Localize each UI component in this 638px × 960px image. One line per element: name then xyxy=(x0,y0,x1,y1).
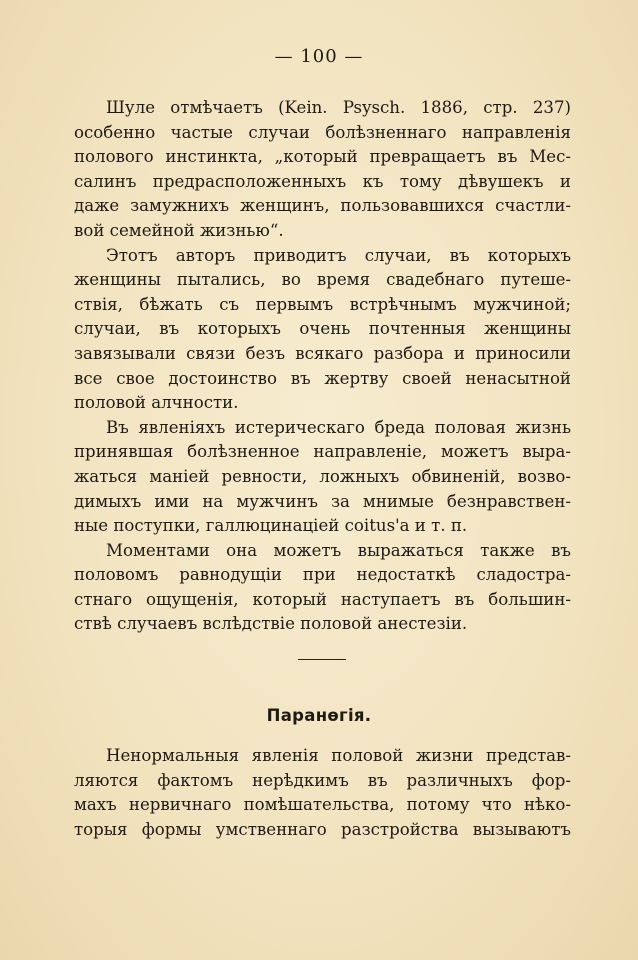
text-line: Этотъ авторъ приводитъ случаи, въ которыхъ xyxy=(106,245,571,265)
section-text xyxy=(74,744,571,842)
text-line: половомъ равнодущіи при недостаткѣ сладостра- xyxy=(74,565,571,585)
section-heading: Паранѳгія. xyxy=(266,706,372,725)
text-line: ляются фактомъ нерѣдкимъ въ различныхъ фор- xyxy=(74,770,571,790)
section-divider xyxy=(298,659,346,660)
text-line: принявшая болѣзненное направленіе, можетъ выра- xyxy=(74,442,571,462)
text-line: ствія, бѣжать съ первымъ встрѣчнымъ мужчиной; xyxy=(74,294,571,314)
text-line: женщины пытались, во время свадебнаго путеше- xyxy=(74,270,571,290)
text-line: вой семейной жизнью“. xyxy=(74,220,284,240)
text-line: стнаго ощущенія, который наступаетъ въ большин- xyxy=(74,589,571,609)
main-text xyxy=(74,96,571,637)
text-line: даже замужнихъ женщинъ, пользовавшихся счастли- xyxy=(74,196,571,216)
text-line: Въ явленіяхъ истерическаго бреда половая жизнь xyxy=(106,417,571,437)
text-line: салинъ предрасположенныхъ къ тому дѣвушекъ и xyxy=(74,171,571,191)
text-line: случаи, въ которыхъ очень почтенныя женщины xyxy=(74,319,571,339)
text-line: жаться маніей ревности, ложныхъ обвиненій, возво- xyxy=(74,466,571,486)
text-line: половой алчности. xyxy=(74,393,239,413)
text-line: Моментами она можетъ выражаться также въ xyxy=(106,540,571,560)
text-line: махъ нервичнаго помѣшательства, потому что нѣко- xyxy=(74,795,571,815)
page-number: — 100 — xyxy=(274,46,364,67)
text-line: все свое достоинство въ жертву своей ненасытной xyxy=(74,368,571,388)
text-line: Ненормальныя явленія половой жизни представ- xyxy=(106,746,571,765)
text-line: димыхъ ими на мужчинъ за мнимые безнравствен- xyxy=(74,491,571,511)
text-line: ствѣ случаевъ вслѣдствіе половой анестезіи. xyxy=(74,614,468,634)
text-line: Шуле отмѣчаетъ (Kein. Psysch. 1886, стр. 237) xyxy=(106,98,571,117)
text-line: ные поступки, галлюцинаціей coitus'a и т. п. xyxy=(74,516,468,536)
text-line: полового инстинкта, „который превращаетъ въ Мес- xyxy=(74,147,571,167)
text-line: торыя формы умственнаго разстройства вызываютъ xyxy=(74,819,571,839)
text-line: особенно частые случаи болѣзненнаго направленія xyxy=(74,122,571,142)
text-line: завязывали связи безъ всякаго разбора и приносили xyxy=(74,343,571,363)
